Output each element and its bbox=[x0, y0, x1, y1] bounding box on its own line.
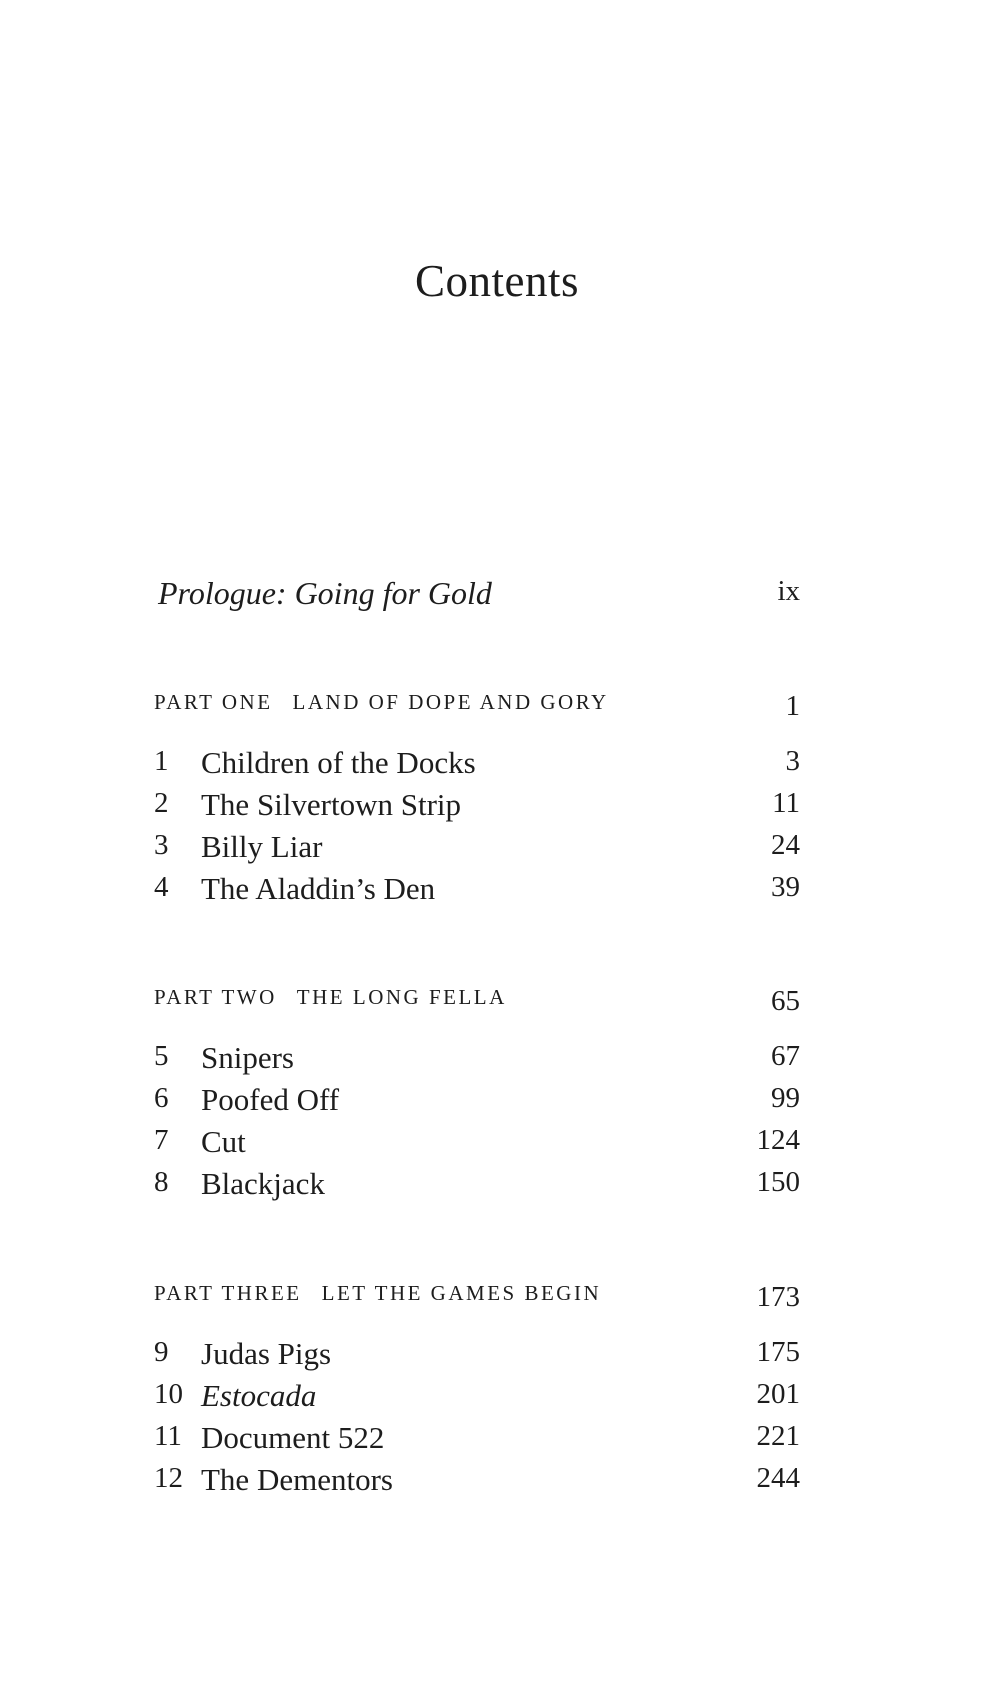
part-page: 173 bbox=[756, 1281, 800, 1313]
chapter-number: 10 bbox=[154, 1378, 183, 1410]
part-title: LAND OF DOPE AND GORY bbox=[292, 690, 609, 714]
part-page: 65 bbox=[771, 985, 800, 1017]
chapter-page: 201 bbox=[756, 1378, 800, 1410]
prologue-entry bbox=[0, 575, 994, 621]
chapter-page: 244 bbox=[756, 1462, 800, 1494]
chapter-entry bbox=[0, 745, 994, 791]
chapter-page: 124 bbox=[756, 1124, 800, 1156]
chapter-number: 6 bbox=[154, 1082, 169, 1114]
chapter-number: 9 bbox=[154, 1336, 169, 1368]
chapter-title: The Silvertown Strip bbox=[201, 787, 462, 822]
chapter-title: Billy Liar bbox=[201, 829, 323, 864]
chapter-page: 24 bbox=[771, 829, 800, 861]
chapter-number: 11 bbox=[154, 1420, 182, 1452]
chapter-number: 1 bbox=[154, 745, 169, 777]
prologue-title: Prologue: Going for Gold bbox=[158, 575, 492, 611]
chapter-number: 3 bbox=[154, 829, 169, 861]
chapter-title: The Dementors bbox=[201, 1462, 393, 1497]
part-label: PART ONE bbox=[154, 690, 273, 714]
part-label: PART THREE bbox=[154, 1281, 302, 1305]
chapter-entry bbox=[0, 829, 994, 875]
part-title: THE LONG FELLA bbox=[296, 985, 507, 1009]
part-heading bbox=[0, 1281, 994, 1327]
prologue-page: ix bbox=[777, 575, 800, 607]
chapter-number: 5 bbox=[154, 1040, 169, 1072]
chapter-number: 4 bbox=[154, 871, 169, 903]
chapter-entry bbox=[0, 787, 994, 833]
chapter-page: 39 bbox=[771, 871, 800, 903]
chapter-number: 8 bbox=[154, 1166, 169, 1198]
chapter-page: 99 bbox=[771, 1082, 800, 1114]
part-heading bbox=[0, 690, 994, 736]
chapter-page: 67 bbox=[771, 1040, 800, 1072]
chapter-number: 2 bbox=[154, 787, 169, 819]
chapter-title: Estocada bbox=[201, 1378, 317, 1413]
chapter-entry bbox=[0, 1336, 994, 1382]
chapter-entry bbox=[0, 1124, 994, 1170]
part-title: LET THE GAMES BEGIN bbox=[321, 1281, 602, 1305]
chapter-title: Blackjack bbox=[201, 1166, 325, 1201]
chapter-number: 12 bbox=[154, 1462, 183, 1494]
part-page: 1 bbox=[785, 690, 800, 722]
chapter-entry bbox=[0, 1420, 994, 1466]
chapter-title: Snipers bbox=[201, 1040, 294, 1075]
chapter-page: 175 bbox=[756, 1336, 800, 1368]
chapter-entry bbox=[0, 1378, 994, 1424]
chapter-title: Document 522 bbox=[201, 1420, 385, 1455]
chapter-title: Cut bbox=[201, 1124, 246, 1159]
chapter-title: The Aladdin’s Den bbox=[201, 871, 436, 906]
chapter-title: Children of the Docks bbox=[201, 745, 476, 780]
part-label: PART TWO bbox=[154, 985, 277, 1009]
part-heading bbox=[0, 985, 994, 1031]
chapter-page: 11 bbox=[772, 787, 800, 819]
chapter-page: 221 bbox=[756, 1420, 800, 1452]
chapter-title: Poofed Off bbox=[201, 1082, 340, 1117]
chapter-entry bbox=[0, 1040, 994, 1086]
chapter-number: 7 bbox=[154, 1124, 169, 1156]
chapter-entry bbox=[0, 1082, 994, 1128]
page-title: Contents bbox=[414, 256, 579, 306]
chapter-page: 150 bbox=[756, 1166, 800, 1198]
chapter-entry bbox=[0, 1166, 994, 1212]
chapter-entry bbox=[0, 1462, 994, 1508]
chapter-title: Judas Pigs bbox=[201, 1336, 332, 1371]
chapter-page: 3 bbox=[785, 745, 800, 777]
chapter-entry bbox=[0, 871, 994, 917]
